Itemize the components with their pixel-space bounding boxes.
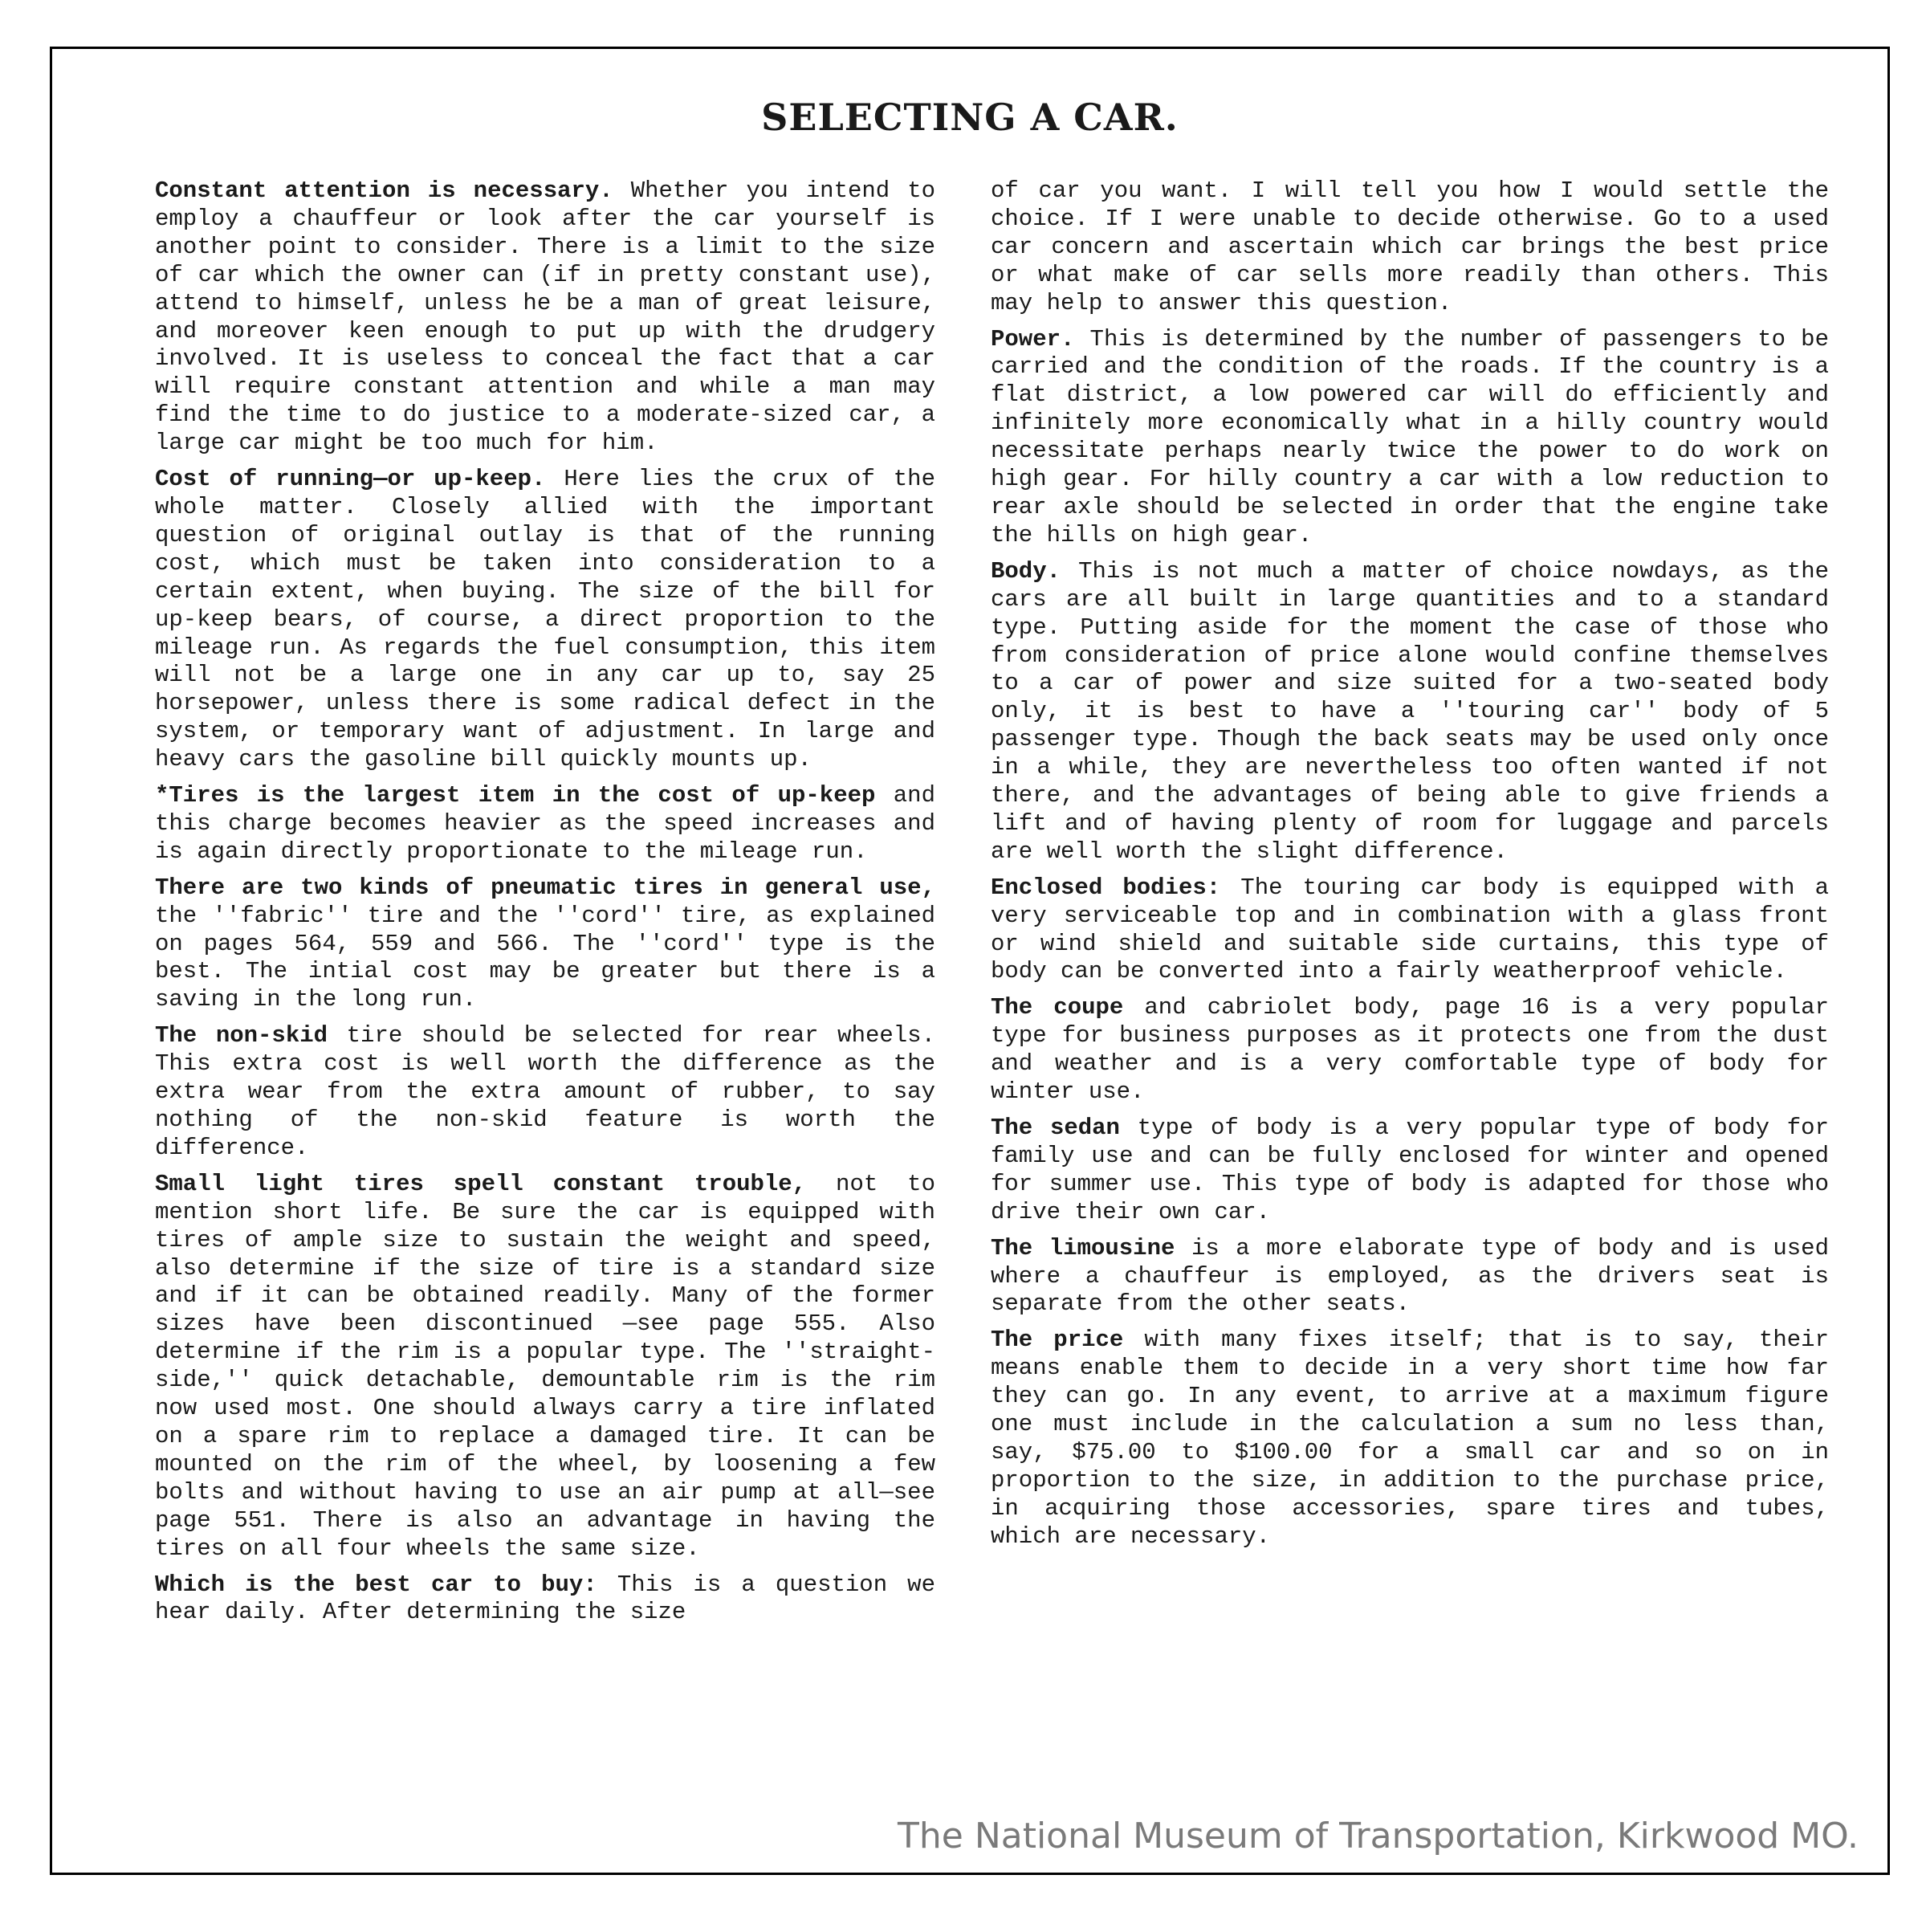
- paragraph-text: tire should be selected for rear wheels. This extra cost is well worth the difference as the extra wear from the extra amount of rubber, to say nothing of the non-skid feature is worth the difference.: [155, 1022, 935, 1161]
- paragraph-lead: Constant attention is necessary.: [155, 177, 613, 204]
- paragraph: [155, 874, 935, 1015]
- paragraph-text: and cabriolet body, page 16 is a very popular type for business purposes as it protects one from the dust and weather and is a very comfortable type of body for winter use.: [991, 994, 1829, 1106]
- paragraph-text: This is not much a matter of choice nowdays, as the cars are all built in large quantities and to a standard type. Putting aside for the moment the case of those who from consideration of price alone would confine themselves to a car of power and size suited for a two-seated body only, it is best to have a ''touring car'' body of 5 passenger type. Though the back seats may be used only once in a while, they are nevertheless too often wanted if not there, and the advantages of being able to give friends a lift and of having plenty of room for luggage and parcels are well worth the slight difference.: [991, 557, 1829, 865]
- paragraph: [155, 466, 935, 774]
- paragraph-lead: The price: [991, 1327, 1124, 1354]
- paragraph-lead: Small light tires spell constant trouble,: [155, 1170, 807, 1197]
- paragraph-text: type of body is a very popular type of body for family use and can be fully enclosed for winter and opened for summer use. This type of body is adapted for those who drive their own car.: [991, 1115, 1829, 1225]
- paragraph: [991, 1115, 1829, 1227]
- paragraph: [155, 177, 935, 458]
- paragraph: [991, 874, 1829, 987]
- left-column: [155, 177, 935, 1635]
- paragraph-lead: The coupe: [991, 994, 1124, 1021]
- paragraph-lead: The non-skid: [155, 1022, 328, 1050]
- paragraph: [991, 177, 1829, 318]
- right-column: [991, 177, 1829, 1559]
- paragraph: [991, 994, 1829, 1107]
- paragraph-lead: Body.: [991, 557, 1061, 585]
- paragraph-text: the ''fabric'' tire and the ''cord'' tire, as explained on pages 564, 559 and 566. The ''cord'' type is the best. The intial cost may be greater but there is a saving in the long run.: [155, 902, 935, 1013]
- paragraph-lead: Which is the best car to buy:: [155, 1571, 597, 1598]
- paragraph-text: is a more elaborate type of body and is used where a chauffeur is employed, as the drivers seat is separate from the other seats.: [991, 1234, 1829, 1318]
- paragraph-text: of car you want. I will tell you how I would settle the choice. If I were unable to decide otherwise. Go to a used car concern and ascertain which car brings the best price or what make of car sells more readily than others. This may help to answer this question.: [991, 177, 1829, 316]
- paragraph-text: not to mention short life. Be sure the car is equipped with tires of ample size to sustain the weight and speed, also determine if the size of tire is a standard size and if it can be obtained readily. Many of the former sizes have been discontinued —see page 555. Also determine if the rim is a popular type. The ''straight-side,'' quick detachable, demountable rim is the rim now used most. One should always carry a tire inflated on a spare rim to replace a damaged tire. It can be mounted on the rim of the wheel, by loosening a few bolts and without having to use an air pump at all—see page 551. There is also an advantage in having the tires on all four wheels the same size.: [155, 1170, 935, 1562]
- paragraph-text: Here lies the crux of the whole matter. Closely allied with the important question of original outlay is that of the running cost, which must be taken into consideration to a certain extent, when buying. The size of the bill for up-keep bears, of course, a direct proportion to the mileage run. As regards the fuel consumption, this item will not be a large one in any car up to, say 25 horsepower, unless there is some radical defect in the system, or temporary want of adjustment. In large and heavy cars the gasoline bill quickly mounts up.: [155, 466, 935, 773]
- paragraph-text: This is determined by the number of passengers to be carried and the condition of the roads. If the country is a flat district, a low powered car will do efficiently and infinitely more economically what in a hilly country would necessitate perhaps nearly twice the power to do work on high gear. For hilly country a car with a low reduction to rear axle should be selected in order that the engine take the hills on high gear.: [991, 325, 1829, 548]
- page-frame: [50, 47, 1890, 1875]
- paragraph: [991, 558, 1829, 866]
- paragraph: [155, 782, 935, 866]
- watermark-credit: The National Museum of Transportation, Kirkwood MO.: [898, 1816, 1859, 1857]
- paragraph-lead: Cost of running—or up-keep.: [155, 466, 546, 493]
- paragraph: [991, 1327, 1829, 1551]
- paragraph-lead: The limousine: [991, 1234, 1175, 1262]
- paragraph-lead: *Tires is the largest item in the cost of up-keep: [155, 782, 876, 809]
- paragraph: [155, 1022, 935, 1163]
- paragraph-text: This is a question we hear daily. After determining the size: [155, 1571, 935, 1626]
- page-title: SELECTING A CAR.: [761, 96, 1179, 139]
- paragraph-lead: The sedan: [991, 1115, 1120, 1141]
- paragraph-lead: Power.: [991, 325, 1075, 353]
- paragraph-text: Whether you intend to employ a chauffeur or look after the car yourself is another point to consider. There is a limit to the size of car which the owner can (if in pretty constant use), attend to himself, unless he be a man of great leisure, and moreover keen enough to put up with the drudgery involved. It is useless to conceal the fact that a car will require constant attention and while a man may find the time to do justice to a moderate-sized car, a large car might be too much for him.: [155, 177, 936, 457]
- paragraph-text: and this charge becomes heavier as the speed increases and is again directly proportionate to the mileage run.: [155, 782, 935, 865]
- paragraph: [991, 326, 1829, 550]
- paragraph: [991, 1235, 1829, 1319]
- paragraph-lead: Enclosed bodies:: [991, 874, 1221, 901]
- paragraph-text: with many fixes itself; that is to say, their means enable them to decide in a very short time how far they can go. In any event, to arrive at a maximum figure one must include in the calculation a sum no less than, say, $75.00 to $100.00 for a small car and so on in proportion to the size, in addition to the purchase price, in acquiring those accessories, spare tires and tubes, which are necessary.: [991, 1327, 1829, 1550]
- paragraph-text: The touring car body is equipped with a very serviceable top and in combination with a glass front or wind shield and suitable side curtains, this type of body can be converted into a fairly weatherproof vehicle.: [991, 874, 1829, 985]
- paragraph-lead: There are two kinds of pneumatic tires in general use,: [155, 874, 935, 901]
- paragraph: [155, 1571, 935, 1628]
- paragraph: [155, 1171, 935, 1563]
